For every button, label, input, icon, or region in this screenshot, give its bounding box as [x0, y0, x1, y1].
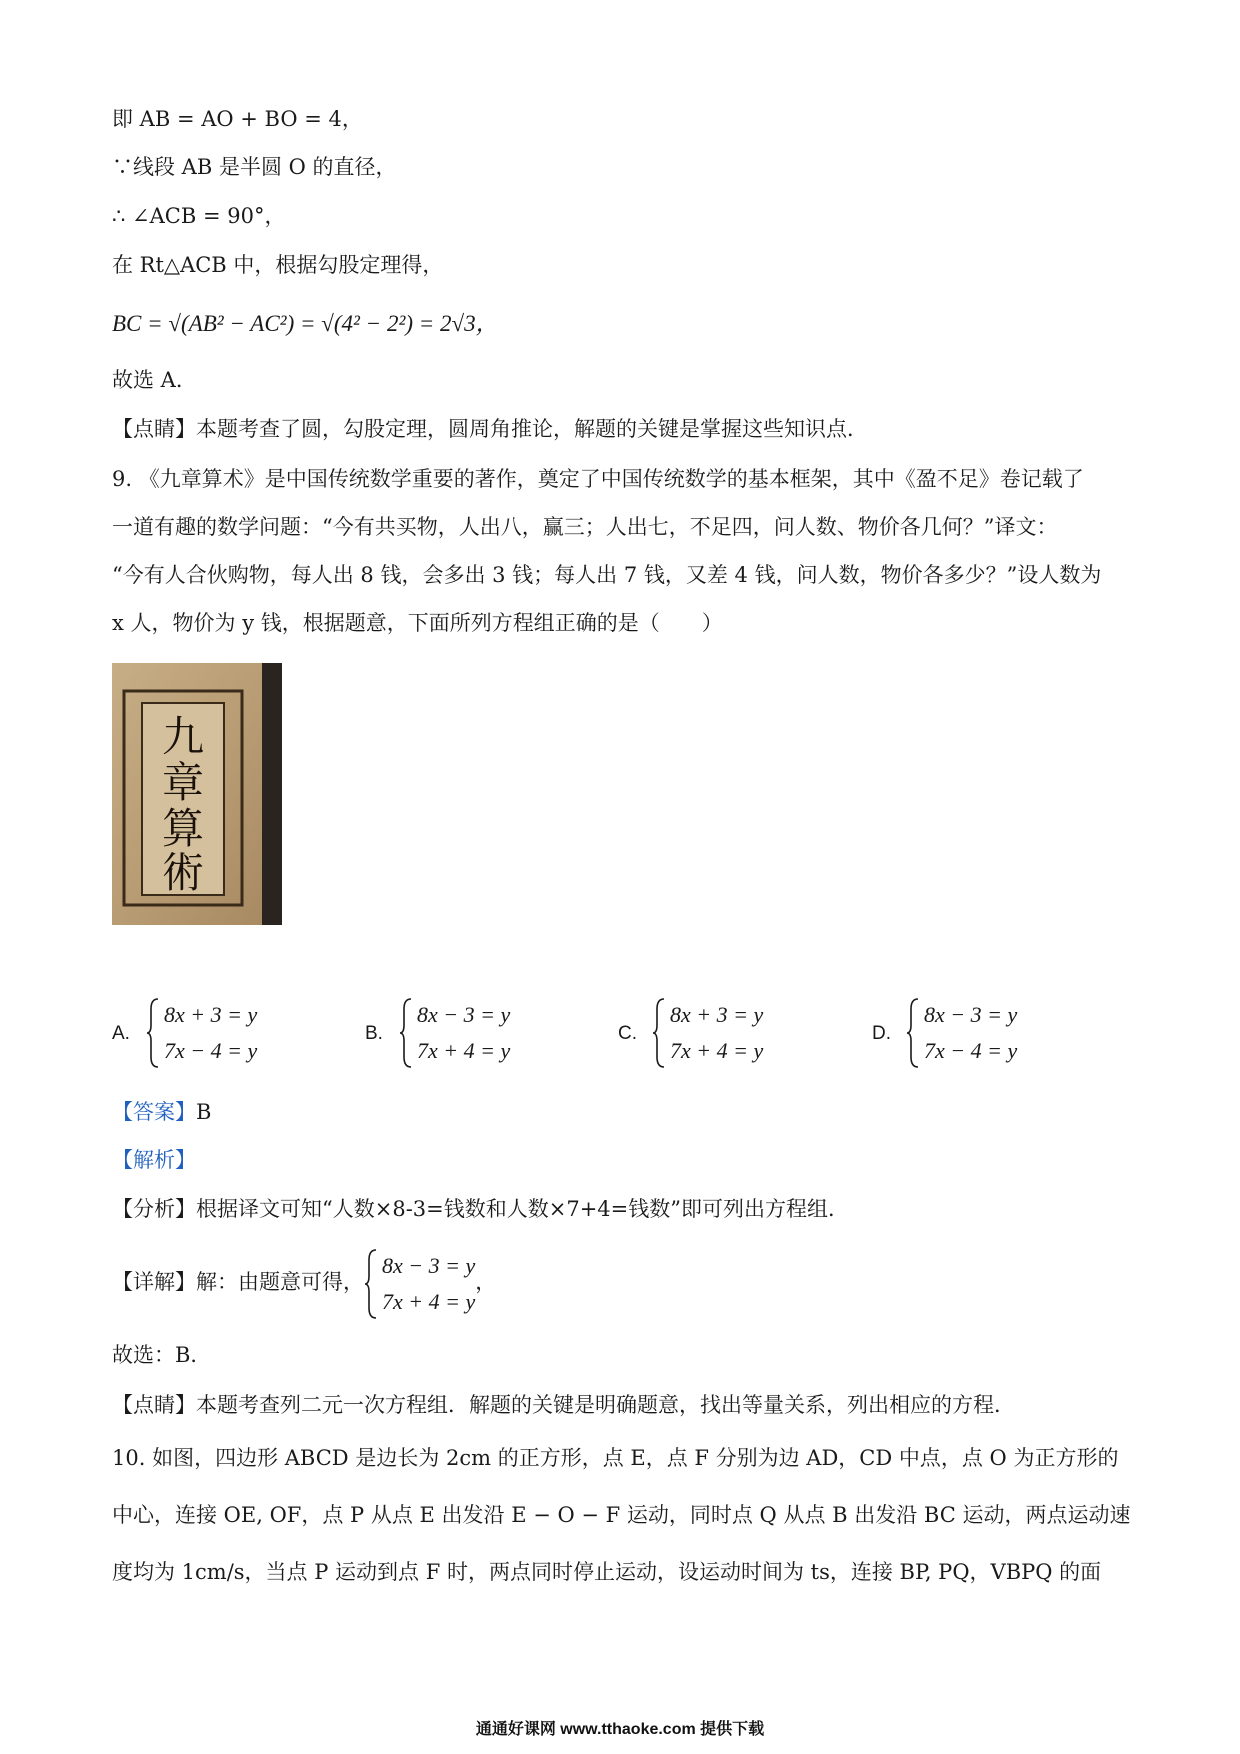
answer-value: B [196, 1100, 212, 1124]
brace-icon [364, 1248, 378, 1320]
brace-icon [399, 997, 413, 1069]
text-line: ∵线段 AB 是半圆 O 的直径， [112, 155, 397, 179]
brace-icon [146, 997, 160, 1069]
cover-char: 九 [161, 712, 205, 761]
question-line: 9. 《九章算术》是中国传统数学重要的著作，奠定了中国传统数学的基本框架，其中《盈不足》卷记载了 [112, 467, 1084, 491]
question-line: x 人，物价为 y 钱，根据题意，下面所列方程组正确的是（ ） [112, 611, 723, 635]
equation-system: 8x − 3 = y 7x + 4 = y [364, 1248, 475, 1320]
answer-tag: 【答案】 [112, 1100, 196, 1124]
option-label: B. [365, 1023, 383, 1044]
question-line: 一道有趣的数学问题：“今有共买物，人出八，赢三；人出七，不足四，问人数、物价各几何？”译文： [112, 515, 1058, 539]
equation-system: 8x + 3 = y 7x − 4 = y [146, 997, 257, 1069]
brace-icon [906, 997, 920, 1069]
q9-choice: 故选：B． [112, 1343, 212, 1367]
option-label: C. [618, 1023, 637, 1044]
q10-question [112, 1430, 1132, 1601]
cover-char: 算 [161, 804, 205, 853]
cover-char: 術 [161, 848, 205, 897]
equation-system: 8x − 3 = y 7x − 4 = y [906, 997, 1017, 1069]
fenxi-line: 【分析】根据译文可知“人数×8-3=钱数和人数×7+4=钱数”即可列出方程组． [112, 1197, 849, 1221]
footer-watermark: 通通好课网 www.tthaoke.com 提供下载 [475, 1721, 765, 1738]
text-line: 即 AB = AO + BO = 4， [112, 107, 363, 131]
brace-icon [652, 997, 666, 1069]
equation-system: 8x − 3 = y 7x + 4 = y [399, 997, 510, 1069]
question-line: “今有人合伙购物，每人出 8 钱，会多出 3 钱；每人出 7 钱，又差 4 钱，问人数，物价各多少？”设人数为 [112, 563, 1102, 587]
question-line: 10. 如图，四边形 ABCD 是边长为 2cm 的正方形，点 E，点 F 分别为边 AD，CD 中点，点 O 为正方形的 [112, 1446, 1119, 1470]
q8-choice: 故选 A． [112, 368, 197, 392]
q9-question [112, 455, 1132, 647]
option-label: D. [872, 1023, 891, 1044]
xiangjie-suffix: ， [475, 1270, 497, 1294]
bc-formula: BC = √(AB² − AC²) = √(4² − 2²) = 2√3， [112, 311, 499, 336]
cover-char: 章 [161, 758, 205, 807]
answer-line [112, 1097, 211, 1127]
question-line: 中心，连接 OE, OF，点 P 从点 E 出发沿 E − O − F 运动，同时点 Q 从点 B 出发沿 BC 运动，两点运动速 [112, 1503, 1131, 1527]
book-cover-image [112, 663, 282, 925]
xiangjie-prefix: 【详解】解：由题意可得， [112, 1270, 364, 1294]
q8-review: 【点睛】本题考查了圆，勾股定理，圆周角推论，解题的关键是掌握这些知识点． [112, 417, 868, 441]
analysis-tag: 【解析】 [112, 1148, 196, 1172]
xiangjie-line [112, 1244, 496, 1320]
option-label: A. [112, 1023, 130, 1044]
question-line: 度均为 1cm/s，当点 P 运动到点 F 时，两点同时停止运动，设运动时间为 ts，连接 BP, PQ，VBPQ 的面 [112, 1560, 1102, 1584]
equation-system: 8x + 3 = y 7x + 4 = y [652, 997, 763, 1069]
text-line: ∴ ∠ACB = 90°， [112, 204, 286, 228]
q9-review: 【点睛】本题考查列二元一次方程组．解题的关键是明确题意，找出等量关系，列出相应的方程． [112, 1393, 1015, 1417]
text-line: 在 Rt△ACB 中，根据勾股定理得， [112, 253, 444, 277]
